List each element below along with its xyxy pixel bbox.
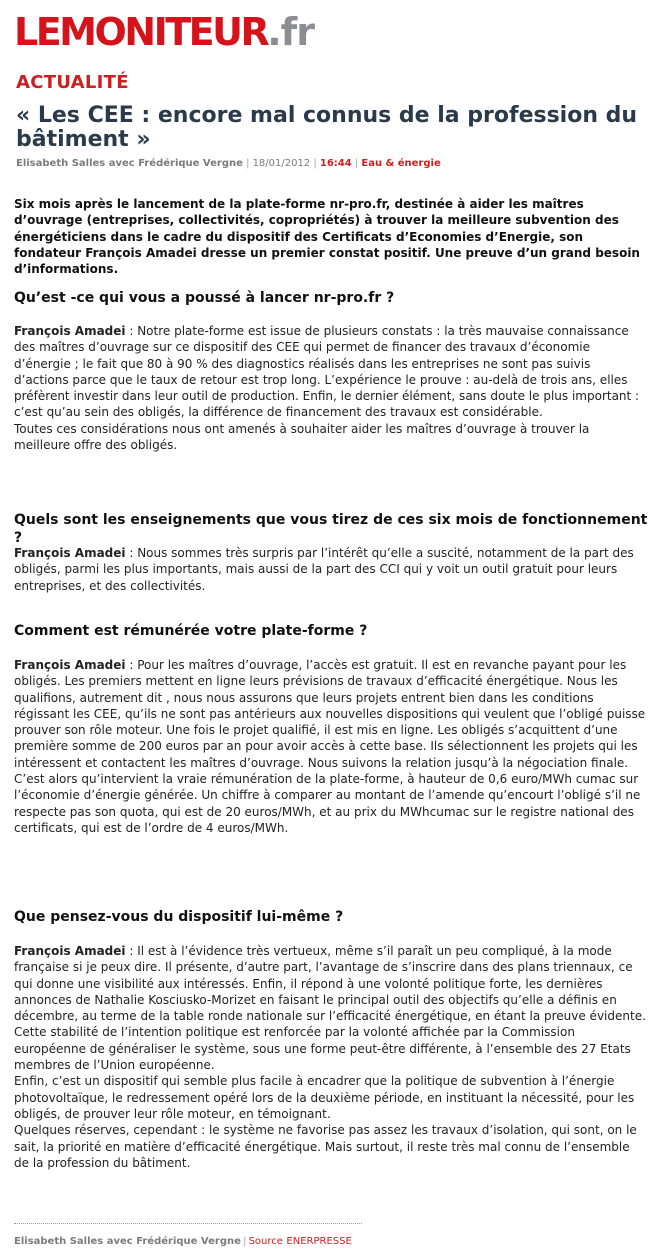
meta-separator: | [245, 158, 250, 169]
logo-main-text: LEMONITEUR [14, 10, 268, 54]
footer-separator: | [242, 1236, 247, 1247]
answer-text: : Nous sommes très surpris par l’intérêt qu’elle a suscité, notamment de la part des obligés, parmi les plus importants, mais aussi de la part des CCI qui y voit un outil gratuit pour leurs entreprises, et des collectivités. [14, 546, 634, 593]
answer-speaker: François Amadei [14, 944, 126, 958]
answer-text: : Pour les maîtres d’ouvrage, l’accès est gratuit. Il est en revanche payant pour les obligés. Les premiers mettent en ligne leurs prévisions de travaux d’efficacité énergétique. Nous les qualifions, autrement dit , nous nous assurons que leurs projets entrent bien dans les conditions régissant les CEE, qu’ils ne sont pas antérieurs aux nouvelles dispositions qui veulent que l’obligé puisse prouver son rôle moteur. Une fois le projet qualifié, il est mis en ligne. Les obligés s’acquittent d’une première somme de 200 euros par an pour avoir accès à cette base. Ils sélectionnent les projets qui les intéressent et contactent les maîtres d’ouvrage. Nous suivons la relation jusqu’à la négociation finale. C’est alors qu’intervient la vraie rémunération de la plate-forme, à hauteur de 0,6 euro/MWh cumac sur l’économie d’énergie générée. Un chiffre à comparer au montant de l’amende qu’encourt l’obligé s’il ne respecte pas son quota, qui est de 20 euros/MWh, et au prix du MWhcumac sur le registre national des certificats, qui est de l’ordre de 4 euros/MWh. [14, 658, 646, 835]
footer-source-link[interactable]: ENERPRESSE [286, 1236, 352, 1247]
answer-text-continued: Toutes ces considérations nous ont amenés à souhaiter aider les maîtres d’ouvrage à trouver la meilleure offre des obligés. [14, 421, 590, 453]
answer-text-continued: Enfin, c’est un dispositif qui semble plus facile à encadrer que la politique de subvention à l’énergie photovoltaïque, le redressement opéré lors de la deuxième période, en instituant la nécessité, pour les obligés, de prouver leur rôle moteur, en témoignant. [14, 1074, 635, 1121]
article-meta [16, 158, 441, 169]
answer-speaker: François Amadei [14, 546, 126, 560]
question-heading: Qu’est -ce qui vous a poussé à lancer nr-pro.fr ? [14, 290, 395, 306]
answer-paragraph [14, 657, 648, 836]
meta-author: Elisabeth Salles avec Frédérique Vergne [16, 158, 243, 169]
meta-separator: | [313, 158, 317, 169]
article-footer [14, 1236, 352, 1247]
meta-date: 18/01/2012 [252, 158, 311, 169]
question-heading: Que pensez-vous du dispositif lui-même ? [14, 909, 344, 925]
section-label[interactable]: ACTUALITÉ [16, 72, 129, 93]
site-logo[interactable] [14, 9, 314, 55]
meta-category-link[interactable]: Eau & énergie [361, 158, 441, 169]
footer-divider [14, 1223, 362, 1224]
answer-paragraph [14, 943, 648, 1171]
logo-tld-text: .fr [267, 10, 314, 54]
answer-speaker: François Amadei [14, 658, 126, 672]
answer-text: : Il est à l’évidence très vertueux, même s’il paraît un peu compliqué, à la mode française si je peux dire. Il présente, d’autre part, l’avantage de s’inscrire dans des plans triennaux, ce qui donne une visibilité aux intéressés. Enfin, il répond à une volonté politique forte, les dernières annonces de Nathalie Kosciusko-Morizet en faisant le principal outil des objectifs qu’elle a définis en décembre, au terme de la table ronde nationale sur l’efficacité énergétique, en étant la preuve évidente. Cette stabilité de l’intention politique est renforcée par la volonté affichée par la Commission européenne de généraliser le système, sous une forme peut-être différente, à l’ensemble des 27 Etats membres de l’Union européenne. [14, 944, 646, 1073]
footer-source-label: Source [248, 1236, 283, 1247]
answer-speaker: François Amadei [14, 324, 126, 338]
meta-time: 16:44 [319, 158, 352, 169]
meta-separator: | [354, 158, 359, 169]
answer-text-continued: Quelques réserves, cependant : le système ne favorise pas assez les travaux d’isolation, qui sont, on le sait, la priorité en matière d’efficacité énergétique. Mais surtout, il reste très mal connu de l’ensemble de la profession du bâtiment. [14, 1123, 637, 1170]
question-heading: Quels sont les enseignements que vous tirez de ces six mois de fonctionnement ? [14, 512, 648, 546]
footer-author: Elisabeth Salles avec Frédérique Vergne [14, 1236, 241, 1247]
article-title: « Les CEE : encore mal connus de la profession du bâtiment » [16, 103, 638, 152]
article-lead: Six mois après le lancement de la plate-forme nr-pro.fr, destinée à aider les maîtres d’ouvrage (entreprises, collectivités, copropriétés) à trouver la meilleure subvention des énergéticiens dans le cadre du dispositif des Certificats d’Economies d’Energie, son fondateur François Amadei dresse un premier constat positif. Une preuve d’un grand besoin d’informations. [14, 197, 640, 277]
answer-paragraph [14, 323, 648, 453]
answer-text: : Notre plate-forme est issue de plusieurs constats : la très mauvaise connaissance des maîtres d’ouvrage sur ce dispositif des CEE qui permet de financer des travaux d’économie d’énergie ; le fait que 80 à 90 % des diagnostics réalisés dans les entreprises ne sont pas suivis d’actions parce que le taux de retour est trop long. L’expérience le prouve : au-delà de trois ans, elles préfèrent investir dans leur outil de production. Enfin, le dernier élément, sans doute le plus important : c’est qu’au sein des obligés, la différence de financement des travaux est considérable. [14, 324, 640, 420]
question-heading: Comment est rémunérée votre plate-forme ? [14, 623, 368, 639]
answer-paragraph [14, 545, 648, 594]
